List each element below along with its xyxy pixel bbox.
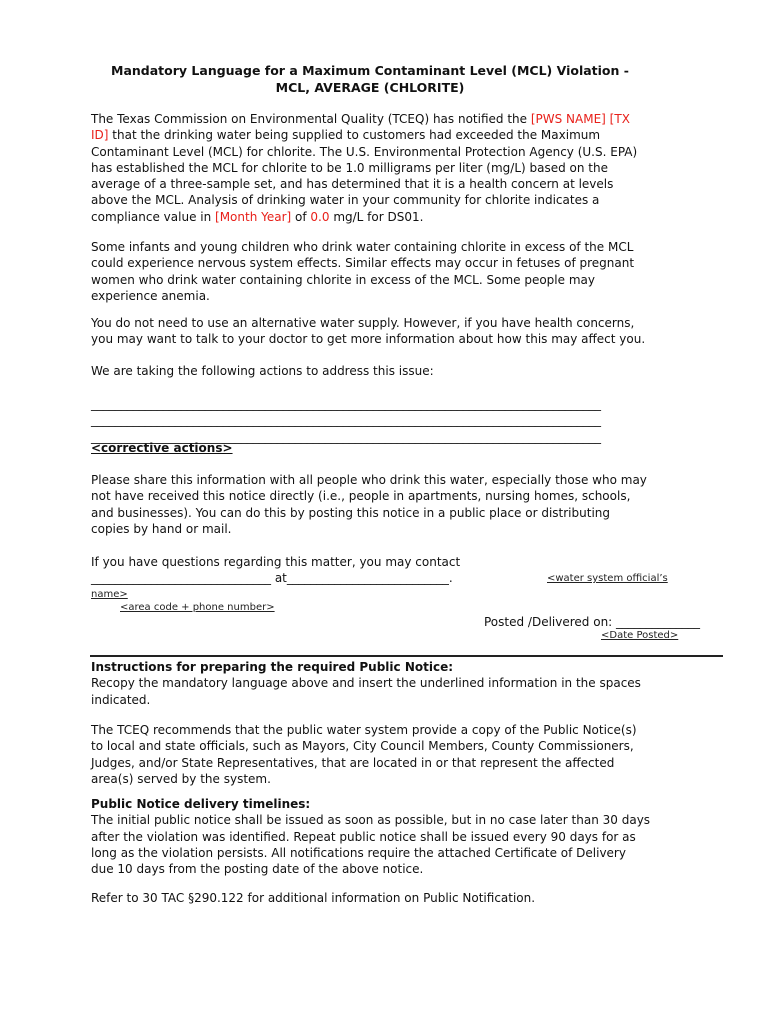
- text-line: women who drink water containing chlorite in excess of the MCL. Some people may: [91, 272, 595, 287]
- text-line: experience anemia.: [91, 288, 210, 303]
- text-line: to local and state officials, such as Mayors, City Council Members, County Commissioners,: [91, 739, 634, 754]
- text-line: copies by hand or mail.: [91, 521, 232, 536]
- text-line: could experience nervous system effects. Similar effects may occur in fetuses of pregnant: [91, 256, 635, 271]
- instructions-heading: Instructions for preparing the required Public Notice:: [91, 660, 454, 674]
- text-line: and businesses). You can do this by posting this notice in a public place or distributing: [91, 505, 610, 520]
- text-line: [91, 209, 637, 225]
- title-line: Mandatory Language for a Maximum Contaminant Level (MCL) Violation -: [111, 63, 629, 78]
- text-line: [91, 160, 637, 176]
- date-blank: ______________: [616, 615, 701, 629]
- text-segment: that the drinking water being supplied to customers had exceeded the Maximum: [108, 128, 601, 143]
- corrective-actions-field: [91, 396, 601, 445]
- text-line: long as the violation persists. All notifications require the attached Certificate of Delivery: [91, 845, 626, 860]
- instructions-section: [91, 659, 641, 708]
- date-posted-hint: <Date Posted>: [601, 630, 679, 641]
- text-line: You do not need to use an alternative water supply. However, if you have health concerns,: [91, 316, 635, 330]
- contact-blanks: [91, 570, 453, 586]
- text-line: [91, 111, 637, 127]
- text-line: [91, 192, 637, 208]
- text-segment: of: [291, 209, 311, 224]
- blank-line: _____________________________________________________________________________________: [91, 413, 601, 428]
- text-segment: has established the MCL for chlorite to be 1.0 milligrams per liter (mg/L) based on the: [91, 160, 608, 175]
- phone-blank: ___________________________.: [286, 571, 453, 585]
- text-line: [91, 144, 637, 160]
- timelines-heading: Public Notice delivery timelines:: [91, 797, 311, 811]
- text-line: Recopy the mandatory language above and insert the underlined information in the spaces: [91, 676, 641, 691]
- official-name-hint-cont: name>: [91, 589, 128, 600]
- title-line: MCL, AVERAGE (CHLORITE): [275, 80, 465, 95]
- text-line: [91, 127, 637, 143]
- placeholder-field: 0.0: [310, 209, 330, 224]
- placeholder-field: [PWS NAME] [TX: [530, 112, 630, 126]
- paragraph-share: [91, 472, 647, 537]
- text-segment: compliance value in: [91, 209, 216, 224]
- refer-note: Refer to 30 TAC §290.122 for additional information on Public Notification.: [91, 891, 536, 905]
- official-name-hint: <water system official’s: [547, 573, 668, 584]
- divider: [90, 655, 723, 657]
- blank-line: _____________________________________________________________________________________: [91, 397, 601, 411]
- document-title: [0, 62, 740, 96]
- phone-hint: <area code + phone number>: [120, 602, 275, 613]
- text-line: due 10 days from the posting date of the above notice.: [91, 862, 424, 877]
- text-line: area(s) served by the system.: [91, 771, 271, 786]
- posted-label: Posted /Delivered on:: [484, 615, 617, 629]
- paragraph-alternative-supply: [91, 315, 645, 348]
- text-line: indicated.: [91, 692, 151, 707]
- blank-line: _____________________________________________________________________________________: [91, 429, 601, 444]
- text-segment: mg/L for DS01.: [329, 209, 424, 224]
- paragraph-notification: [91, 111, 637, 225]
- text-segment: above the MCL. Analysis of drinking water in your community for chlorite indicates a: [91, 193, 600, 208]
- text-line: Please share this information with all people who drink this water, especially those who may: [91, 473, 647, 487]
- contact-intro: If you have questions regarding this matter, you may contact: [91, 555, 461, 569]
- text-line: you may want to talk to your doctor to get more information about how this may affect you.: [91, 332, 646, 347]
- paragraph-actions-intro: We are taking the following actions to address this issue:: [91, 364, 434, 378]
- text-line: Some infants and young children who drink water containing chlorite in excess of the MCL: [91, 240, 634, 254]
- official-name-blank: ______________________________: [91, 571, 271, 585]
- text-segment: The Texas Commission on Environmental Quality (TCEQ) has notified the: [91, 112, 531, 126]
- placeholder-field: [Month Year]: [215, 209, 292, 224]
- text-line: Judges, and/or State Representatives, that are located in or that represent the affected: [91, 755, 615, 770]
- text-segment: Contaminant Level (MCL) for chlorite. The U.S. Environmental Protection Agency (U.S. EPA): [91, 144, 638, 159]
- at-label: at: [271, 571, 287, 585]
- recommendation-paragraph: [91, 722, 637, 787]
- text-line: The TCEQ recommends that the public water system provide a copy of the Public Notice(s): [91, 723, 637, 737]
- text-line: The initial public notice shall be issued as soon as possible, but in no case later than 30 days: [91, 813, 651, 828]
- text-line: not have received this notice directly (i.e., people in apartments, nursing homes, schools,: [91, 489, 631, 504]
- timelines-section: [91, 796, 650, 877]
- placeholder-field: ID]: [91, 128, 109, 143]
- text-line: after the violation was identified. Repeat public notice shall be issued every 90 days for as: [91, 829, 636, 844]
- text-line: [91, 176, 637, 192]
- text-segment: average of a three-sample set, and has determined that it is a health concern at levels: [91, 177, 614, 192]
- paragraph-health-effects: [91, 239, 634, 304]
- corrective-actions-placeholder: <corrective actions>: [91, 441, 233, 455]
